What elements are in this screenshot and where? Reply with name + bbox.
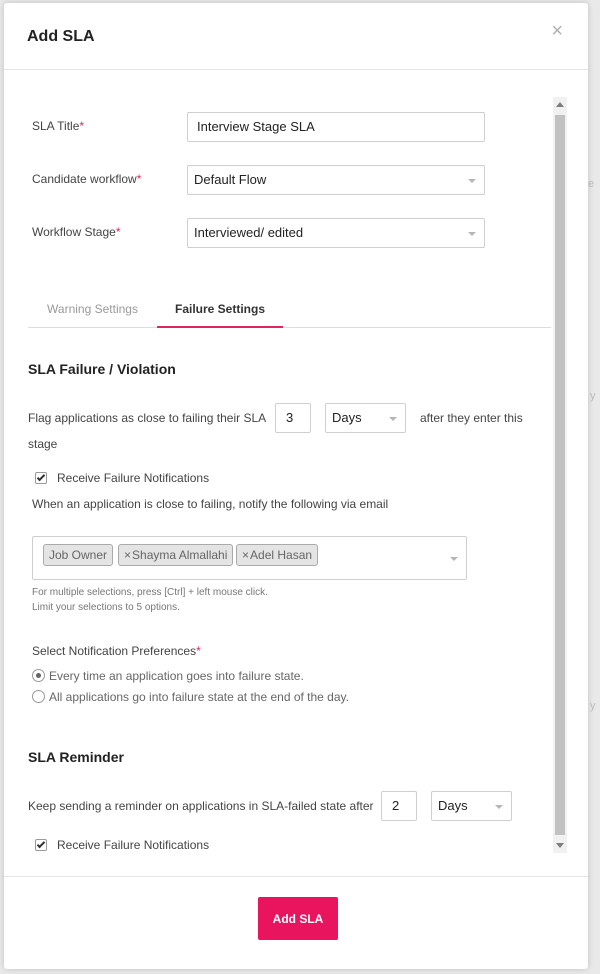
candidate-workflow-value: Default Flow [194, 172, 267, 187]
checkmark-icon [37, 473, 45, 481]
multiselect-help-line1: For multiple selections, press [Ctrl] + left mouse click. [32, 587, 268, 598]
background-char: y [590, 700, 596, 712]
modal-header [4, 3, 588, 70]
sla-title-label: SLA Title* [32, 119, 85, 133]
required-mark: * [115, 225, 121, 239]
flag-suffix-text-line2: stage [28, 437, 58, 451]
recipient-chip: ×Shayma Almallahi [118, 544, 233, 566]
chevron-down-icon [450, 557, 458, 561]
radio-selected-dot [36, 673, 41, 678]
notification-preferences-label: Select Notification Preferences* [32, 644, 201, 658]
chevron-down-icon [468, 179, 476, 183]
recipient-chip: ×Adel Hasan [236, 544, 318, 566]
flag-prefix-text: Flag applications as close to failing their SLA [28, 411, 267, 425]
flag-suffix-text: after they enter this [420, 411, 523, 425]
chevron-down-icon [468, 232, 476, 236]
chevron-down-icon [495, 805, 503, 809]
reminder-days-input[interactable]: 2 [381, 791, 417, 821]
add-sla-modal [4, 3, 588, 969]
remove-icon[interactable]: × [124, 548, 132, 562]
candidate-workflow-select[interactable] [187, 165, 485, 195]
receive-failure-notifications-label: Receive Failure Notifications [57, 471, 210, 485]
modal-body [4, 71, 588, 876]
notify-description: When an application is close to failing, notify the following via email [32, 497, 389, 511]
close-icon[interactable]: × [551, 20, 563, 42]
scrollbar-thumb[interactable] [555, 115, 565, 835]
reminder-unit-select[interactable] [431, 791, 512, 821]
candidate-workflow-label: Candidate workflow* [32, 172, 142, 186]
reminder-notifications-label: Receive Failure Notifications [57, 838, 210, 852]
recipient-chip: Job Owner [43, 544, 113, 566]
reminder-text: Keep sending a reminder on applications in SLA-failed state after [28, 799, 374, 813]
modal-footer [4, 876, 588, 969]
preference-radio-every-time[interactable] [32, 669, 45, 682]
workflow-stage-select[interactable] [187, 218, 485, 248]
flag-unit-select[interactable] [325, 403, 406, 433]
preference-radio-end-of-day[interactable] [32, 690, 45, 703]
reminder-section-title: SLA Reminder [28, 749, 124, 765]
preference-every-time-label: Every time an application goes into failure state. [49, 669, 304, 683]
receive-failure-notifications-checkbox[interactable] [35, 472, 47, 484]
add-sla-button[interactable]: Add SLA [258, 897, 338, 940]
sla-title-input[interactable]: Interview Stage SLA [187, 112, 485, 142]
checkmark-icon [37, 840, 45, 848]
settings-tabs [28, 292, 551, 328]
modal-title: Add SLA [27, 28, 95, 45]
workflow-stage-label: Workflow Stage* [32, 225, 121, 239]
tab-warning-settings[interactable]: Warning Settings [47, 302, 138, 316]
workflow-stage-value: Interviewed/ edited [194, 225, 304, 240]
chevron-down-icon [389, 417, 397, 421]
scroll-down-arrow-icon[interactable] [556, 843, 564, 848]
background-char: e [588, 178, 595, 190]
required-mark: * [136, 172, 142, 186]
required-mark: * [196, 644, 201, 658]
multiselect-help-line2: Limit your selections to 5 options. [32, 602, 180, 613]
failure-section-title: SLA Failure / Violation [28, 361, 176, 377]
background-char: y [590, 390, 596, 402]
flag-unit-value: Days [332, 410, 362, 425]
reminder-notifications-checkbox[interactable] [35, 839, 47, 851]
remove-icon[interactable]: × [242, 548, 250, 562]
scroll-up-arrow-icon[interactable] [556, 102, 564, 107]
reminder-unit-value: Days [438, 798, 468, 813]
preference-end-of-day-label: All applications go into failure state at the end of the day. [49, 690, 349, 704]
required-mark: * [79, 119, 85, 133]
flag-days-input[interactable]: 3 [275, 403, 311, 433]
scrollbar[interactable] [553, 97, 567, 853]
tab-failure-settings[interactable]: Failure Settings [157, 292, 283, 328]
recipients-multiselect[interactable] [32, 536, 467, 580]
